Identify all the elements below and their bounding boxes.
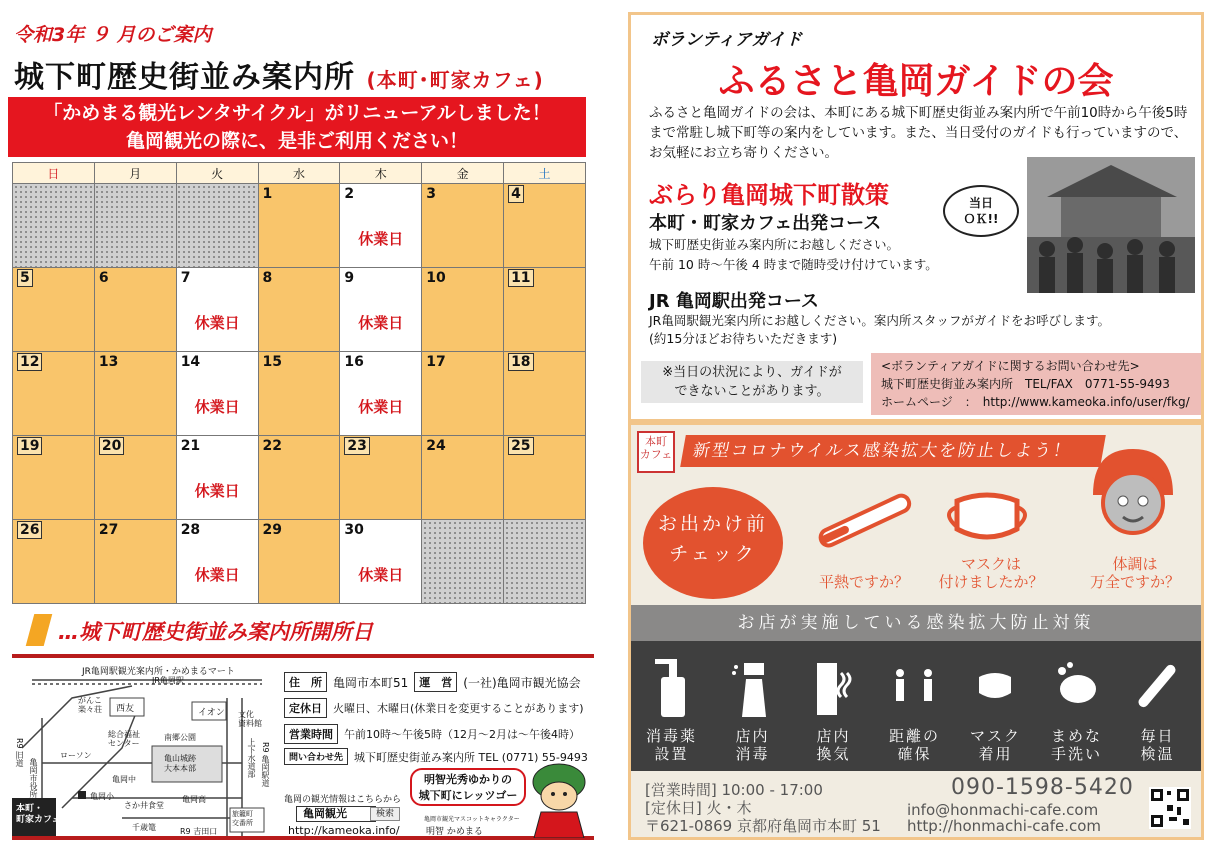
calendar-day-25 [504, 436, 586, 520]
course1-text-a: 城下町歴史街並み案内所にお越しください。 [649, 237, 900, 252]
calendar-day-29 [258, 520, 340, 604]
check-label-3 [1077, 555, 1193, 591]
map-label-top: JR亀岡駅観光案内所・かめまるマート [82, 667, 235, 677]
measure-label-a: 毎日 [1140, 727, 1175, 745]
calendar-day-14 [176, 352, 258, 436]
calendar-day-11 [504, 268, 586, 352]
bubble-line2: ＯＫ!! [963, 212, 999, 226]
weekday-header: 金 [422, 163, 504, 184]
closed-label: 休業日 [194, 314, 240, 332]
measures-heading: お店が実施している感染拡大防止対策 [631, 605, 1201, 641]
calendar-empty-cell [504, 520, 586, 604]
calendar-day-3 [422, 184, 504, 268]
date-heading: 令和3年 ９ 月のご案内 [14, 24, 212, 46]
info-holiday-label: 定休日 [284, 698, 327, 718]
title-main: 城下町歴史街並み案内所 [14, 60, 355, 95]
day-number: 18 [508, 353, 533, 371]
map-label-bunka: 文化 資料館 [238, 710, 262, 728]
day-number: 8 [262, 270, 273, 286]
note-line1: ※当日の状況により、ガイドが [662, 365, 842, 380]
measure-item [712, 641, 793, 771]
volunteer-description: ふるさと亀岡ガイドの会は、本町にある城下町歴史街並み案内所で午前10時から午後5時まで常駐し城下町等の案内をしています。また、当日受付のガイドも行っていますので、お気軽にお立ち寄りください。 [649, 105, 1188, 161]
day-number: 7 [180, 270, 191, 286]
calendar-empty-cell [176, 184, 258, 268]
measure-label-a: 距離の [888, 727, 940, 745]
mascot-bubble-line1: 明智光秀ゆかりの [424, 773, 512, 786]
course2-text-a: JR亀岡駅観光案内所にお越しください。案内所スタッフがガイドをお呼びします。 [649, 313, 1110, 328]
day-number: 13 [98, 354, 119, 370]
info-operator: (一社)亀岡市観光協会 [463, 675, 581, 690]
search-button[interactable]: 検索 [370, 807, 400, 821]
weekday-header: 水 [258, 163, 340, 184]
closed-label: 休業日 [194, 482, 240, 500]
map-label-ganko: がんこ 楽々荘 [78, 696, 102, 714]
measure-item [874, 641, 955, 771]
info-hours: 午前10時～午後5時（12月～2月は～午後4時） [344, 728, 580, 741]
info-contact-label: 問い合わせ先 [284, 748, 348, 765]
bubble-line1: 当日 [968, 196, 993, 210]
mask-wear-icon [975, 653, 1015, 719]
legend-text: …城下町歴史街並み案内所開所日 [58, 620, 373, 644]
map-label-aeon: イオン [198, 708, 225, 718]
calendar-day-12 [13, 352, 95, 436]
day-number: 22 [262, 438, 283, 454]
calendar-day-17 [422, 352, 504, 436]
calendar-day-28 [176, 520, 258, 604]
day-number: 2 [344, 186, 355, 202]
volunteer-guide-panel [628, 12, 1204, 422]
measure-item [793, 641, 874, 771]
course2-text-b: (約15分ほどお待ちいただきます) [649, 331, 838, 346]
check-label-2b: 付けましたか？ [938, 573, 1044, 591]
mascot-caption: 亀岡市観光マスコットキャラクター [424, 816, 520, 823]
course2-title: JR 亀岡駅出発コース [649, 291, 819, 312]
info-address: 亀岡市本町51 [333, 675, 409, 690]
thermometer-icon [809, 491, 919, 551]
calendar-week [13, 184, 586, 268]
closed-label: 休業日 [358, 314, 404, 332]
day-number: 29 [262, 522, 283, 538]
shop-hours: [営業時間] 10:00 - 17:00 [645, 781, 823, 799]
map-label-kameoka-naka: 亀岡中 [112, 775, 136, 784]
note-line2: できないことがあります。 [674, 384, 830, 399]
contact-line2: 城下町歴史街並み案内所 TEL/FAX 0771-55-9493 [881, 377, 1170, 391]
day-number: 4 [508, 185, 524, 203]
guide-photo [1027, 157, 1195, 293]
measure-label-b: 換気 [816, 745, 851, 763]
calendar-empty-cell [94, 184, 176, 268]
day-number: 23 [344, 437, 369, 455]
map-label-castle: 亀山城跡 大本本部 [164, 754, 196, 773]
weekday-header: 日 [13, 163, 95, 184]
calendar-day-30 [340, 520, 422, 604]
calendar-week [13, 520, 586, 604]
day-number: 12 [17, 353, 42, 371]
info-box [12, 654, 594, 840]
calendar-day-6 [94, 268, 176, 352]
shop-closed: [定休日] 火・木 [645, 799, 752, 817]
cafe-logo: 本町 カフェ [637, 431, 675, 473]
day-number: 19 [17, 437, 42, 455]
map-label-r9b: R9 亀岡駅道 [261, 742, 270, 788]
day-number: 9 [344, 270, 355, 286]
calendar-day-7 [176, 268, 258, 352]
info-hours-row [284, 724, 580, 744]
map-label-welfare: 総合福祉 センター [108, 730, 140, 748]
walk-subtitle: ぶらり亀岡城下町散策 [649, 181, 889, 209]
map-label-kameoka-sho: 亀岡小 [90, 792, 114, 801]
calendar [12, 162, 586, 604]
mascot-bubble-line2: 城下町にレッツゴー [418, 789, 518, 802]
day-number: 3 [426, 186, 436, 202]
day-number: 25 [508, 437, 533, 455]
day-number: 30 [344, 522, 364, 538]
closed-label: 休業日 [194, 566, 240, 584]
search-input[interactable]: 亀岡観光 [296, 806, 376, 822]
day-number: 15 [262, 354, 283, 370]
info-contact: 城下町歴史街並み案内所 TEL (0771) 55-9493 [354, 750, 588, 764]
map-label-uwa: 上下水道部 [247, 738, 256, 778]
calendar-day-5 [13, 268, 95, 352]
measure-label-a: まめな [1050, 727, 1102, 745]
calendar-week [13, 268, 586, 352]
calendar-day-9 [340, 268, 422, 352]
map-label-kameoka-ko: 亀岡高 [182, 795, 206, 804]
info-address-row [284, 672, 581, 692]
closed-label: 休業日 [358, 398, 404, 416]
volunteer-contact [871, 353, 1201, 415]
map-label-here: 本町・ 町家カフェ [16, 804, 61, 825]
shop-tel: 090-1598-5420 [951, 775, 1134, 800]
calendar-day-1 [258, 184, 340, 268]
handwash-icon [1056, 653, 1096, 719]
measure-item [1117, 641, 1198, 771]
closed-label: 休業日 [358, 230, 404, 248]
measure-label-b: 着用 [978, 745, 1013, 763]
calendar-day-24 [422, 436, 504, 520]
day-number: 11 [508, 269, 533, 287]
measure-label-a: 店内 [735, 727, 770, 745]
thermometer-check-icon [1137, 653, 1177, 719]
weekday-header: 土 [504, 163, 586, 184]
calendar-day-26 [13, 520, 95, 604]
check-label-2 [931, 555, 1051, 591]
info-address-label: 住 所 [284, 672, 327, 692]
calendar-empty-cell [13, 184, 95, 268]
map-label-r9: R9 旧道 [15, 738, 24, 768]
shop-mail[interactable]: info@honmachi-cafe.com [907, 801, 1099, 819]
day-number: 27 [98, 522, 119, 538]
calendar-day-18 [504, 352, 586, 436]
calendar-day-20 [94, 436, 176, 520]
check-label-1: 平熱ですか？ [818, 573, 909, 591]
day-number: 14 [180, 354, 201, 370]
contact-line1: <ボランティアガイドに関するお問い合わせ先> [881, 359, 1140, 373]
measure-label-a: 消毒薬 [645, 727, 697, 745]
course1-text-b: 午前 10 時～午後 4 時まで随時受け付けています。 [649, 257, 938, 272]
availability-note [641, 361, 863, 403]
calendar-day-19 [13, 436, 95, 520]
guide-photo-image [1027, 157, 1195, 293]
measure-item [955, 641, 1036, 771]
banner-line2: 亀岡観光の際に、是非ご利用ください！ [125, 130, 468, 152]
day-number: 24 [426, 438, 446, 454]
map-label-minami: 南郷公園 [164, 733, 196, 742]
search-note: 亀岡の観光情報はこちらから [284, 795, 402, 805]
calendar-day-23 [340, 436, 422, 520]
map-label-senryo: 千歳篭 [132, 823, 156, 832]
day-number: 10 [426, 270, 446, 286]
covid-banner: 新型コロナウイルス感染拡大を防止しよう！ [680, 435, 1106, 467]
measure-item [631, 641, 712, 771]
measure-label-b: 設置 [654, 745, 689, 763]
check-label-3b: 万全ですか？ [1089, 573, 1180, 591]
weekday-header: 火 [176, 163, 258, 184]
closed-label: 休業日 [358, 566, 404, 584]
day-number: 26 [17, 521, 42, 539]
day-number: 21 [180, 438, 201, 454]
measures-strip [631, 641, 1201, 771]
map-label-station: JR亀岡駅 [152, 676, 184, 685]
calendar-day-21 [176, 436, 258, 520]
mascot-image [526, 762, 592, 838]
map-label-r9c: R9 吉田口 [180, 827, 218, 836]
calendar-day-22 [258, 436, 340, 520]
check-circle: お出かけ前 チェック [643, 487, 783, 599]
page-title [14, 52, 544, 96]
info-hours-label: 営業時間 [284, 724, 338, 744]
weekday-header: 月 [94, 163, 176, 184]
sanitizer-icon [651, 653, 691, 719]
measure-label-b: 確保 [897, 745, 932, 763]
covid-prevention-panel [628, 422, 1204, 840]
legend-swatch [26, 614, 53, 646]
course1-title: 本町・町家カフェ出発コース [649, 213, 882, 234]
calendar-day-13 [94, 352, 176, 436]
distance-icon [894, 653, 934, 719]
calendar-empty-cell [422, 520, 504, 604]
closed-label: 休業日 [194, 398, 240, 416]
day-number: 16 [344, 354, 364, 370]
spray-icon [732, 653, 772, 719]
day-number: 28 [180, 522, 201, 538]
elder-icon [1083, 445, 1183, 545]
check-label-3a: 体調は [1112, 555, 1158, 573]
map-label-nishiyu: 西友 [116, 704, 135, 714]
check-label-2a: マスクは [960, 555, 1021, 573]
map-label-lawson: ローソン [60, 751, 92, 760]
calendar-day-27 [94, 520, 176, 604]
info-holiday-row [284, 698, 584, 718]
measure-label-b: 消毒 [735, 745, 770, 763]
day-number: 17 [426, 354, 446, 370]
day-number: 6 [98, 270, 109, 286]
mask-icon [937, 489, 1037, 545]
map-label-city: 亀岡市役所 [29, 758, 38, 798]
map-label-sakai: さか井食堂 [124, 801, 164, 810]
shop-url[interactable]: http://honmachi-cafe.com [907, 817, 1102, 835]
shop-address: 〒621-0869 京都府亀岡市本町 51 [645, 817, 881, 835]
day-number: 1 [262, 186, 273, 202]
measure-label-a: 店内 [816, 727, 851, 745]
volunteer-kicker: ボランティアガイド [651, 30, 802, 50]
map-label-ryokan: 旅籠町 交番所 [232, 810, 253, 827]
calendar-day-15 [258, 352, 340, 436]
rental-cycle-banner [8, 97, 586, 157]
calendar-day-16 [340, 352, 422, 436]
same-day-bubble [943, 185, 1019, 237]
info-operator-label: 運 営 [414, 672, 457, 692]
title-sub: (本町･町家カフェ) [366, 68, 544, 92]
calendar-day-4 [504, 184, 586, 268]
site-url[interactable]: http://kameoka.info/ [288, 824, 400, 837]
measure-label-b: 手洗い [1050, 745, 1102, 763]
banner-line1: 「かめまる観光レンタサイクル」がリニューアルしました！ [43, 102, 551, 124]
measure-item [1036, 641, 1117, 771]
calendar-week [13, 352, 586, 436]
weekday-header: 木 [340, 163, 422, 184]
qr-code[interactable] [1149, 787, 1191, 829]
day-number: 5 [17, 269, 33, 287]
ventilation-icon [813, 653, 853, 719]
calendar-week [13, 436, 586, 520]
day-number: 20 [99, 437, 124, 455]
calendar-day-2 [340, 184, 422, 268]
measure-label-b: 検温 [1140, 745, 1175, 763]
mascot-bubble [410, 768, 526, 806]
info-holiday: 火曜日、木曜日(休業日を変更することがあります) [333, 702, 584, 715]
contact-line3: ホームページ ： http://www.kameoka.info/user/fkg/ [881, 395, 1190, 409]
volunteer-title: ふるさと亀岡ガイドの会 [718, 61, 1114, 102]
mascot-name: 明智 かめまる [426, 827, 483, 837]
calendar-day-10 [422, 268, 504, 352]
calendar-day-8 [258, 268, 340, 352]
measure-label-a: マスク [969, 727, 1021, 745]
